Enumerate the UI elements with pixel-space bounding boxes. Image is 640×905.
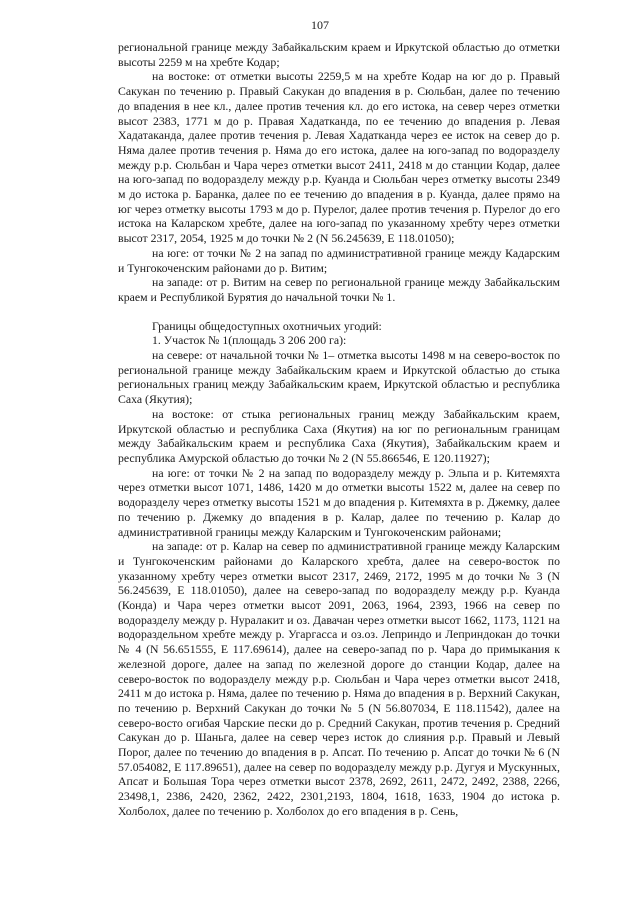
paragraph: на юге: от точки № 2 на запад по водоразделу между р. Эльпа и р. Китемяхта через отметки высот 1071, 1486, 1420 м до отметки высоты 1522 м, далее на север по водоразделу через отметку высоты 1521 м до впадения р. Китемяхта в р. Джемку, далее по течению р. Джемку до впадения в р. Калар, далее по течению р. Калар до административной границы между Каларским и Тунгокоченским районами; [118,465,560,539]
section-heading: Границы общедоступных охотничьих угодий: [152,318,382,333]
paragraph: на востоке: от отметки высоты 2259,5 м на хребте Кодар на юг до р. Правый Сакукан по течению р. Правый Сакукан до впадения в р. Сюльбан, далее по течению до впадения в нее кл., далее против течения кл. до его истока, на север через отметки высот 2383, 1771 м до р. Правая Хадатканда, по ее течению до впадения р. Левая Хадатаканда, далее против течения р. Левая Хадатканда через ее исток на север до р. Няма далее против течения р. Няма до его истока, далее на юго-запад по водоразделу между р.р. Сюльбан и Чара через отметки высот 2411, 2418 м до станции Кодар, далее на юго-запад по водоразделу между р.р. Куанда и Сюльбан через отметку высоты 2349 м до истока р. Баранка, далее по ее течению до впадения в р. Куанда, далее прямо на юг через отметку высоты 1793 м до р. Пурелог, далее против течения р. Пурелог до его истока на Каларском хребте, далее на юго-запад по указанному хребту через отметки высот 2317, 2054, 1925 м до точки № 2 (N 56.245639, E 118.01050); [118,69,560,246]
paragraph: на юге: от точки № 2 на запад по административной границе между Кадарским и Тунгокоченским районами до р. Витим; [118,245,560,275]
document-body [118,40,560,819]
paragraph: на востоке: от стыка региональных границ между Забайкальским краем, Иркутской областью и республика Саха (Якутия) на юг по региональным границам между Забайкальским краем и республика Саха (Якутия), Забайкальским краем и республика Амурской областью до точки № 2 (N 55.866546, E 120.11927); [118,406,560,465]
paragraph: на севере: от начальной точки № 1– отметка высоты 1498 м на северо-восток по региональной границе между Забайкальским краем и Иркутской областью до стыка региональных границ между Забайкальским краем, Иркутской областью и республика Саха (Якутия); [118,348,560,407]
page-number: 107 [311,18,329,32]
subsection-heading: 1. Участок № 1(площадь 3 206 200 га): [152,333,347,348]
paragraph: на западе: от р. Калар на север по административной границе между Каларским и Тунгокоченским районами до Каларского хребта, далее на северо-восток по указанному хребту через отметки высот 2317, 2469, 2172, 1995 м до точки № 3 (N 56.245639, E 118.01050), далее на северо-запад по водоразделу между р.р. Куанда (Конда) и Чара через отметки высот 2091, 2063, 1964, 2393, 1966 на север по водоразделу между р. Нуралакит и оз. Давачан через отметки высот 1662, 1173, 1121 на водораздельном хребте между р. Угаргасса и оз.оз. Леприндо и Леприндокан до точки № 4 (N 56.651555, E 117.69614), далее на северо-запад по р. Чара до примыкания к железной дороге, далее на запад по железной дороге до станции Кодар, далее на северо-восток по водоразделу между р.р. Сюльбан и Чара через отметки высот 2418, 2411 м до истока р. Няма, далее по течению р. Няма до впадения в р. Верхний Сакукан, по течению р. Верхний Сакукан до точки № 5 (N 56.807034, E 118.11542), далее на северо-восто огибая Чарские пески до р. Средний Сакукан, против течения р. Средний Сакукан до р. Шаньга, далее на север через исток до слияния р.р. Правый и Левый Порог, далее по течению до впадения в р. Апсат. По течению р. Апсат до точки № 6 (N 57.054082, E 117.89651), далее на север по водоразделу между р.р. Дугуя и Мускунных, Апсат и Большая Тора через отметки высот 2378, 2692, 2611, 2472, 2492, 2388, 2266, 23498,1, 2386, 2420, 2362, 2422, 2301,2193, 1804, 1618, 1633, 1904 до истока р. Холболох, далее по течению р. Холболох до его впадения в р. Сень, [118,539,560,818]
paragraph: региональной границе между Забайкальским краем и Иркутской областью до отметки высоты 2259 м на хребте Кодар; [118,40,560,69]
paragraph: на западе: от р. Витим на север по региональной границе между Забайкальским краем и Республикой Бурятия до начальной точки № 1. [118,275,560,304]
